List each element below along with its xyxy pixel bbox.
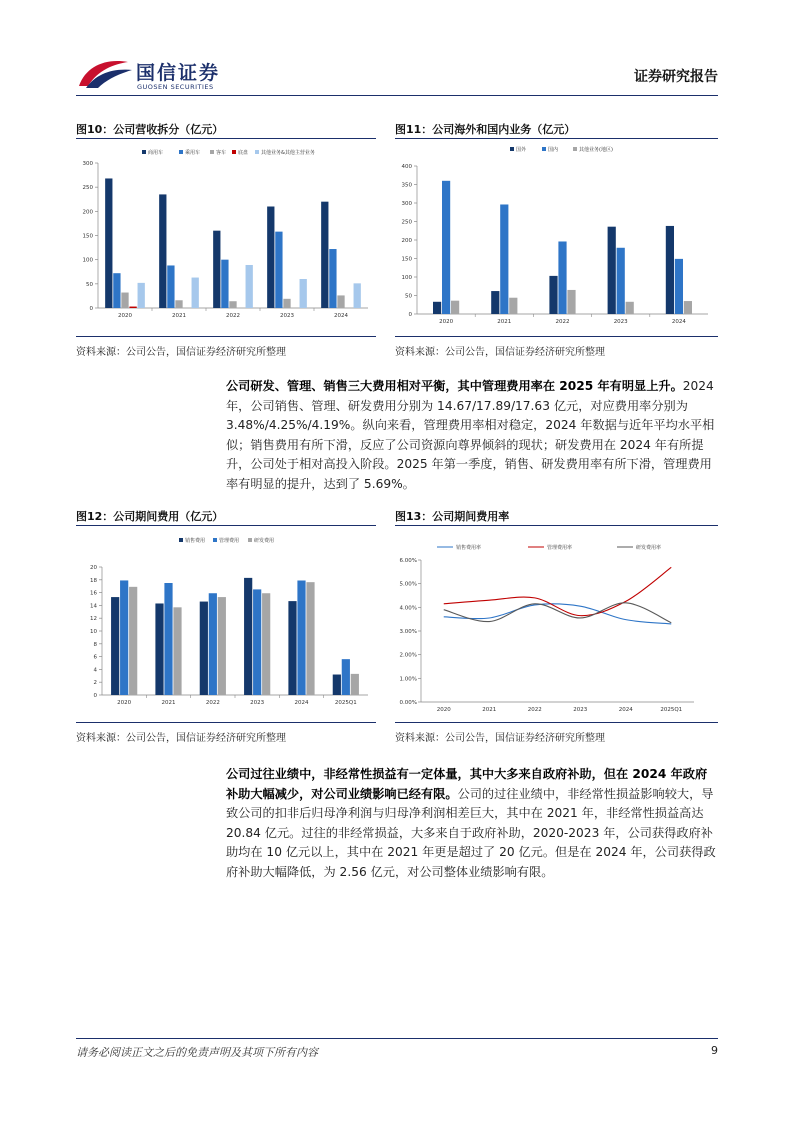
bar-研发费用 [262, 593, 270, 695]
y-tick-label: 50 [405, 293, 412, 300]
bar-客车 [229, 301, 236, 308]
bar-国内 [442, 181, 450, 314]
x-tick-label: 2024 [334, 313, 348, 319]
page-number: 9 [711, 1044, 718, 1057]
y-tick-label: 20 [90, 565, 97, 571]
y-tick-label: 0 [89, 306, 93, 312]
bar-其他业务&其他主营业务 [192, 278, 199, 308]
bar-国外 [549, 276, 557, 314]
bar-管理费用 [164, 583, 172, 695]
fig10-source: 资料来源：公司公告，国信证券经济研究所整理 [76, 347, 286, 358]
bar-其他业务(地区) [509, 298, 517, 314]
bar-管理费用 [253, 589, 261, 695]
bar-研发费用 [129, 587, 137, 695]
y-tick-label: 0 [93, 693, 97, 699]
x-tick-label: 2021 [161, 700, 176, 706]
bar-国外 [666, 226, 674, 314]
y-tick-label: 16 [90, 590, 97, 597]
fig12-chart [76, 532, 376, 712]
bar-国内 [500, 204, 508, 314]
bar-客车 [283, 299, 290, 308]
bar-商用车 [267, 207, 274, 309]
fig11-chart [395, 140, 718, 330]
fig11-title-rule [395, 138, 718, 139]
legend-label: 商用车 [148, 150, 164, 156]
fig13-chart [395, 535, 718, 717]
legend-label: 其他业务(地区) [579, 147, 613, 153]
y-tick-label: 300 [401, 201, 412, 207]
bar-商用车 [159, 194, 166, 308]
bar-研发费用 [218, 597, 226, 695]
x-tick-label: 2022 [527, 707, 542, 713]
line-管理费用率 [444, 567, 672, 615]
y-tick-label: 350 [401, 182, 412, 189]
legend-label: 研发费用率 [636, 545, 662, 551]
bar-销售费用 [288, 601, 296, 695]
x-tick-label: 2024 [671, 319, 686, 325]
legend-swatch [542, 147, 546, 151]
bar-其他业务(地区) [684, 301, 692, 314]
y-tick-label: 100 [401, 275, 412, 281]
bar-商用车 [321, 202, 328, 308]
fig10-bottom-rule [76, 336, 376, 337]
x-tick-label: 2025Q1 [334, 700, 357, 706]
bar-研发费用 [306, 582, 314, 695]
y-tick-label: 300 [82, 161, 93, 167]
legend-label: 底盘 [238, 150, 249, 156]
x-tick-label: 2020 [118, 313, 132, 319]
bar-客车 [121, 293, 128, 308]
x-tick-label: 2022 [555, 319, 570, 325]
y-tick-label: 10 [90, 629, 97, 635]
bar-国内 [617, 248, 625, 314]
y-tick-label: 150 [82, 233, 93, 240]
paragraph-expenses [226, 377, 718, 494]
y-tick-label: 0.00% [399, 700, 417, 706]
bar-管理费用 [342, 659, 350, 695]
bar-乘用车 [275, 232, 282, 308]
y-tick-label: 14 [90, 603, 97, 610]
bar-销售费用 [155, 603, 163, 695]
y-tick-label: 200 [82, 209, 93, 216]
legend-label: 销售费用 [185, 538, 206, 544]
legend-swatch [232, 150, 236, 154]
legend-swatch [255, 150, 259, 154]
bar-其他业务&其他主营业务 [138, 283, 145, 308]
bar-其他业务&其他主营业务 [354, 283, 361, 308]
legend-swatch [210, 150, 214, 154]
bar-乘用车 [113, 273, 120, 308]
header-rule [76, 95, 718, 96]
paragraph-expenses-lead: 公司研发、管理、销售三大费用相对平衡，其中管理费用率在 2025 年有明显上升。 [226, 379, 683, 393]
y-tick-label: 250 [401, 219, 412, 226]
bar-国外 [433, 302, 441, 314]
bar-客车 [337, 295, 344, 308]
y-tick-label: 12 [90, 616, 97, 623]
y-tick-label: 6 [93, 654, 97, 661]
x-tick-label: 2023 [250, 700, 265, 706]
fig11-source: 资料来源：公司公告，国信证券经济研究所整理 [395, 347, 605, 358]
fig12-source: 资料来源：公司公告，国信证券经济研究所整理 [76, 733, 286, 744]
y-tick-label: 200 [401, 238, 412, 244]
fig11-bottom-rule [395, 336, 718, 337]
x-tick-label: 2025Q1 [660, 707, 683, 713]
fig10-title: 图10：公司营收拆分（亿元） [76, 123, 224, 136]
legend-label: 国内 [548, 147, 559, 153]
x-tick-label: 2020 [439, 319, 454, 325]
y-tick-label: 4.00% [399, 605, 417, 612]
bar-乘用车 [329, 249, 336, 308]
paragraph-nonrecurring [226, 765, 718, 882]
bar-管理费用 [297, 581, 305, 695]
x-tick-label: 2021 [497, 319, 512, 325]
bar-管理费用 [209, 593, 217, 695]
x-tick-label: 2021 [482, 707, 497, 713]
y-tick-label: 100 [82, 257, 93, 264]
fig10-title-rule [76, 138, 376, 139]
y-tick-label: 1.00% [399, 676, 417, 683]
legend-swatch [179, 538, 183, 542]
x-tick-label: 2021 [172, 313, 186, 319]
x-tick-label: 2020 [436, 707, 451, 713]
legend-swatch [142, 150, 146, 154]
paragraph-expenses-body: 2024 年，公司销售、管理、研发费用分别为 14.67/17.89/17.63 亿元，对应费用率分别为 3.48%/4.25%/4.19%。纵向来看，管理费用率相对稳定，2024 年数据与近年平均水平相似；销售费用有所下滑，反应了公司资源向尊界倾斜的现状；研发费用在 2024 年有所提升，公司处于相对高投入阶段。2025 年第一季度，销售、研发费用率有所下滑，管理费用率有明显的提升，达到了 5.69%。 [226, 379, 715, 491]
legend-swatch [248, 538, 252, 542]
report-type-label: 证券研究报告 [634, 69, 718, 85]
fig13-title-rule [395, 525, 718, 526]
y-tick-label: 8 [93, 641, 97, 648]
y-tick-label: 400 [401, 164, 412, 170]
legend-swatch [573, 147, 577, 151]
legend-label: 研发费用 [254, 538, 275, 544]
page-header [0, 0, 794, 100]
fig12-bottom-rule [76, 722, 376, 723]
bar-研发费用 [173, 607, 181, 695]
x-tick-label: 2023 [573, 707, 588, 713]
bar-国内 [675, 259, 683, 314]
x-tick-label: 2022 [226, 313, 240, 319]
bar-商用车 [105, 178, 112, 308]
y-tick-label: 18 [90, 577, 97, 584]
legend-label: 国外 [516, 147, 527, 153]
fig10-chart [76, 145, 376, 325]
bar-乘用车 [221, 260, 228, 308]
x-tick-label: 2022 [205, 700, 220, 706]
y-tick-label: 0 [408, 312, 412, 318]
bar-底盘 [129, 307, 136, 308]
bar-销售费用 [111, 597, 119, 695]
y-tick-label: 2 [93, 680, 97, 687]
legend-swatch [179, 150, 183, 154]
bar-销售费用 [333, 675, 341, 695]
legend-label: 乘用车 [185, 150, 201, 156]
bar-销售费用 [200, 602, 208, 695]
legend-swatch [510, 147, 514, 151]
bar-其他业务(地区) [626, 302, 634, 314]
legend-label: 销售费用率 [456, 545, 482, 551]
x-tick-label: 2023 [613, 319, 628, 325]
bar-国外 [608, 227, 616, 314]
fig11-title: 图11：公司海外和国内业务（亿元） [395, 123, 576, 136]
legend-label: 管理费用率 [547, 545, 573, 551]
y-tick-label: 150 [401, 256, 412, 263]
legend-label: 客车 [216, 150, 227, 156]
x-tick-label: 2024 [618, 707, 633, 713]
bar-乘用车 [167, 265, 174, 308]
bar-国内 [558, 241, 566, 314]
paragraph-nonrecurring-body: 公司的过往业绩中，非经常性损益影响较大，导致公司的扣非后归母净利润与归母净利润相差巨大，其中在 2021 年，非经常性损益高达 20.84 亿元。过往的非经常损益，大多来自于政府补助，2020-2023 年，公司获得政府补助均在 10 亿元以上，其中在 2021 年更是超过了 20 亿元。但是在 2024 年，公司获得政府补助大幅降低，为 2.56 亿元，对公司整体业绩影响有限。 [226, 786, 716, 879]
x-tick-label: 2024 [294, 700, 309, 706]
y-tick-label: 4 [93, 667, 97, 674]
bar-其他业务&其他主营业务 [300, 279, 307, 308]
y-tick-label: 250 [82, 185, 93, 192]
bar-其他业务&其他主营业务 [246, 265, 253, 308]
fig13-title: 图13：公司期间费用率 [395, 510, 510, 523]
guosen-logo-icon [76, 56, 134, 90]
fig13-source: 资料来源：公司公告，国信证券经济研究所整理 [395, 733, 605, 744]
y-tick-label: 50 [86, 281, 93, 288]
logo-name: 国信证券 [136, 62, 221, 84]
bar-客车 [175, 300, 182, 308]
legend-label: 管理费用 [219, 538, 240, 544]
footer-disclaimer: 请务必阅读正文之后的免责声明及其项下所有内容 [76, 1046, 318, 1059]
paragraph-nonrecurring-lead: 公司过往业绩中，非经常性损益有一定体量，其中大多来自政府补助，但在 2024 年政府补助大幅减少，对公司业绩影响已经有限。 [226, 767, 708, 801]
y-tick-label: 3.00% [399, 629, 417, 635]
bar-销售费用 [244, 578, 252, 695]
fig12-title: 图12：公司期间费用（亿元） [76, 510, 224, 523]
logo-subtitle: GUOSEN SECURITIES [137, 83, 214, 91]
bar-商用车 [213, 231, 220, 308]
fig13-bottom-rule [395, 722, 718, 723]
legend-swatch [213, 538, 217, 542]
fig12-title-rule [76, 525, 376, 526]
bar-国外 [491, 291, 499, 314]
legend-label: 其他业务&其他主营业务 [261, 150, 315, 156]
y-tick-label: 5.00% [399, 581, 417, 588]
bar-研发费用 [351, 674, 359, 695]
footer-rule [76, 1038, 718, 1039]
x-tick-label: 2023 [280, 313, 294, 319]
y-tick-label: 6.00% [399, 558, 417, 564]
bar-其他业务(地区) [567, 290, 575, 314]
y-tick-label: 2.00% [399, 652, 417, 659]
bar-其他业务(地区) [451, 301, 459, 314]
bar-管理费用 [120, 580, 128, 695]
x-tick-label: 2020 [117, 700, 132, 706]
line-研发费用率 [444, 603, 672, 623]
